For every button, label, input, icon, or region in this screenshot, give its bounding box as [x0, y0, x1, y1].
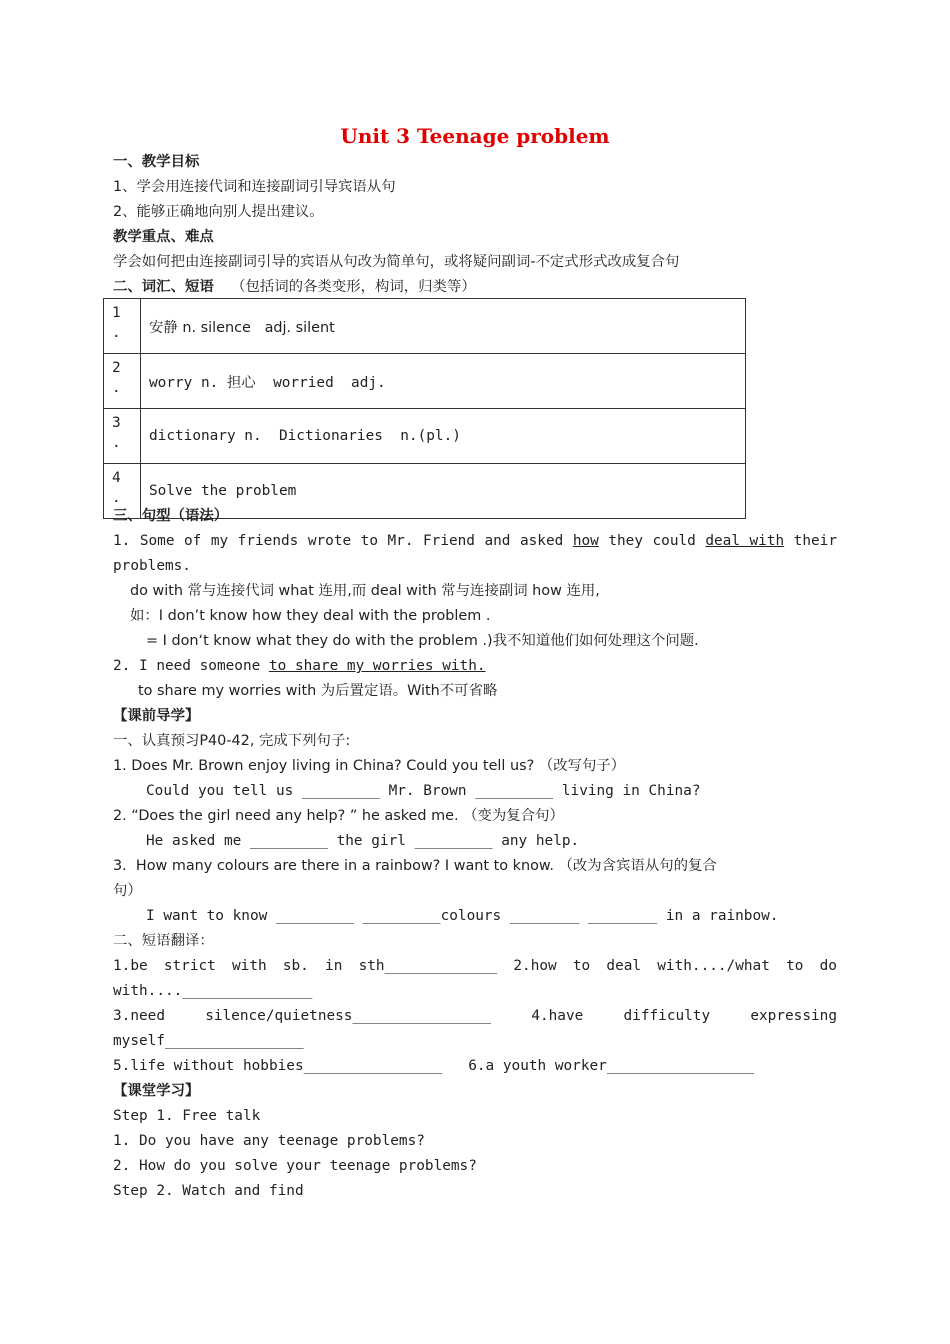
grammar-sentence-2: 2. I need someone to share my worries with.	[113, 658, 486, 674]
section-heading-class: 【课堂学习】	[113, 1083, 200, 1099]
row-number: 3 .	[104, 409, 141, 464]
step-2: Step 2. Watch and find	[113, 1183, 304, 1199]
preview-intro: 一、认真预习P40-42, 完成下列句子:	[113, 733, 351, 749]
table-row	[104, 409, 746, 464]
section-heading-vocab-row	[113, 277, 476, 297]
phrase-line-1: 1.be strict with sb. in sth_____________ 2.how to deal with..../what to do	[113, 958, 837, 974]
grammar-sentence-1: 1. Some of my friends wrote to Mr. Friend and asked how they could deal with their	[113, 533, 837, 549]
table-row	[104, 354, 746, 409]
page-title: Unit 3 Teenage problem	[340, 124, 610, 148]
grammar-note: do with 常与连接代词 what 连用,而 deal with 常与连接副词 how 连用,	[130, 583, 600, 599]
underlined-deal-with: deal with	[705, 533, 785, 549]
row-number: 4 .	[104, 464, 141, 519]
section-heading-grammar: 三、句型（语法）	[113, 508, 229, 524]
phrase-line-2-cont: myself________________	[113, 1033, 304, 1049]
row-number: 1 .	[104, 299, 141, 354]
translation-heading: 二、短语翻译：	[113, 933, 214, 949]
question-2: 2. “Does the girl need any help? ” he asked me. （变为复合句）	[113, 808, 564, 824]
table-row	[104, 299, 746, 354]
answer-1: Could you tell us _________ Mr. Brown _________ living in China?	[146, 783, 701, 799]
answer-2: He asked me _________ the girl _________ any help.	[146, 833, 580, 849]
section-heading-vocab: 二、词汇、短语	[113, 279, 214, 295]
grammar-example: = I don‘t know what they do with the problem .)我不知道他们如何处理这个问题.	[146, 633, 699, 649]
talk-question: 1. Do you have any teenage problems?	[113, 1133, 425, 1149]
grammar-example: 如：I don’t know how they deal with the problem .	[130, 608, 491, 624]
grammar-sentence-1-cont: problems.	[113, 558, 191, 574]
focus-text: 学会如何把由连接副词引导的宾语从句改为简单句，或将疑问副词-不定式形式改成复合句	[113, 254, 680, 270]
question-3-cont: 句）	[113, 883, 142, 899]
row-number: 2 .	[104, 354, 141, 409]
vocab-note: （包括词的各类变形，构词，归类等）	[231, 279, 476, 295]
row-text: 安静 n. silence adj. silent	[141, 299, 746, 354]
phrase-line-3: 5.life without hobbies________________ 6.a youth worker_________________	[113, 1058, 755, 1074]
section-heading-preview: 【课前导学】	[113, 708, 200, 724]
question-1: 1. Does Mr. Brown enjoy living in China? Could you tell us? （改写句子）	[113, 758, 626, 774]
vocab-table	[103, 298, 746, 519]
goal-item: 1、学会用连接代词和连接副词引导宾语从句	[113, 179, 396, 195]
answer-3: I want to know _________ _________colours ________ ________ in a rainbow.	[146, 908, 779, 924]
underlined-how: how	[572, 533, 599, 549]
phrase-line-2: 3.need silence/quietness________________ 4.have difficulty expressing	[113, 1008, 837, 1024]
row-text: worry n. 担心 worried adj.	[141, 354, 746, 409]
goal-item: 2、能够正确地向别人提出建议。	[113, 204, 324, 220]
section-heading-goals: 一、教学目标	[113, 154, 200, 170]
grammar-note: to share my worries with 为后置定语。With不可省略	[138, 683, 498, 699]
question-3: 3. How many colours are there in a rainbow? I want to know. （改为含宾语从句的复合	[113, 858, 717, 874]
phrase-line-1-cont: with...._______________	[113, 983, 313, 999]
row-text: dictionary n. Dictionaries n.(pl.)	[141, 409, 746, 464]
talk-question: 2. How do you solve your teenage problems?	[113, 1158, 477, 1174]
step-1: Step 1. Free talk	[113, 1108, 261, 1124]
row-text: Solve the problem	[141, 464, 746, 519]
underlined-phrase: to share my worries with.	[268, 658, 486, 674]
section-heading-focus: 教学重点、难点	[113, 229, 214, 245]
